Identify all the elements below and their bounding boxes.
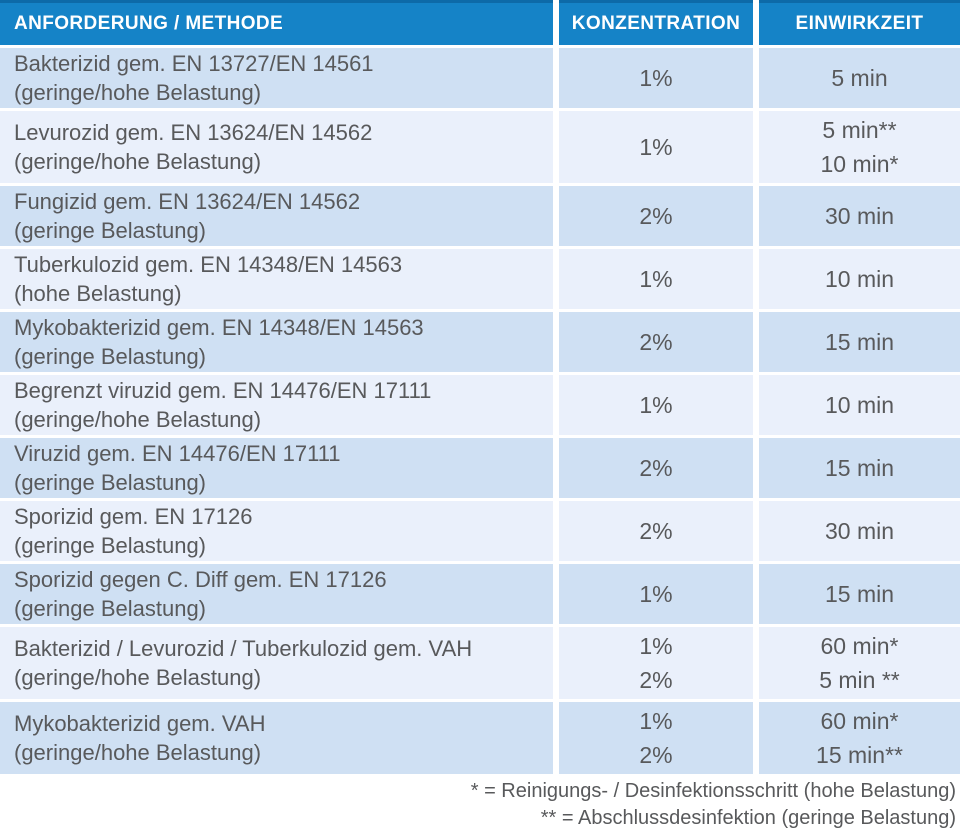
concentration-cell — [559, 375, 753, 435]
time-cell — [759, 438, 960, 498]
time-value: 60 min* — [820, 632, 899, 659]
method-cell — [0, 501, 553, 561]
time-value: 15 min — [824, 328, 895, 355]
method-load: (geringe Belastung) — [14, 218, 207, 243]
method-load: (geringe/hohe Belastung) — [14, 665, 262, 690]
time-cell — [759, 186, 960, 246]
method-name: Levurozid gem. EN 13624/EN 14562 — [14, 120, 373, 145]
concentration-value: 1% — [639, 391, 673, 418]
time-value: 30 min — [824, 202, 895, 229]
method-cell — [0, 702, 553, 774]
concentration-value: 2% — [639, 741, 673, 768]
method-cell — [0, 312, 553, 372]
method-name: Fungizid gem. EN 13624/EN 14562 — [14, 189, 361, 214]
method-load: (hohe Belastung) — [14, 281, 182, 306]
time-cell — [759, 564, 960, 624]
time-cell — [759, 111, 960, 183]
concentration-cell — [559, 111, 753, 183]
header-konzentration: KONZENTRATION — [559, 0, 753, 45]
method-cell — [0, 627, 553, 699]
method-cell — [0, 375, 553, 435]
time-cell — [759, 702, 960, 774]
method-name: Viruzid gem. EN 14476/EN 17111 — [14, 441, 341, 466]
time-cell — [759, 312, 960, 372]
time-value: 5 min ** — [819, 666, 900, 693]
time-cell — [759, 249, 960, 309]
method-load: (geringe/hohe Belastung) — [14, 740, 262, 765]
time-value: 15 min — [824, 454, 895, 481]
method-load: (geringe Belastung) — [14, 533, 207, 558]
time-value: 60 min* — [820, 707, 899, 734]
concentration-cell — [559, 438, 753, 498]
concentration-cell — [559, 186, 753, 246]
concentration-value: 2% — [639, 328, 673, 355]
time-cell — [759, 627, 960, 699]
time-cell — [759, 375, 960, 435]
method-load: (geringe/hohe Belastung) — [14, 407, 262, 432]
time-cell — [759, 501, 960, 561]
time-value: 10 min — [824, 391, 895, 418]
concentration-value: 1% — [639, 580, 673, 607]
concentration-value: 1% — [639, 265, 673, 292]
concentration-value: 1% — [639, 707, 673, 734]
concentration-value: 2% — [639, 517, 673, 544]
footnotes — [0, 778, 960, 832]
header-anforderung-methode: ANFORDERUNG / METHODE — [0, 0, 553, 45]
method-load: (geringe/hohe Belastung) — [14, 149, 262, 174]
method-load: (geringe Belastung) — [14, 470, 207, 495]
concentration-cell — [559, 501, 753, 561]
concentration-value: 1% — [639, 632, 673, 659]
concentration-cell — [559, 312, 753, 372]
footnote-abschlussdesinfektion: ** = Abschlussdesinfektion (geringe Belastung) — [540, 807, 956, 829]
method-name: Mykobakterizid gem. VAH — [14, 711, 266, 736]
concentration-value: 2% — [639, 454, 673, 481]
method-cell — [0, 249, 553, 309]
method-load: (geringe/hohe Belastung) — [14, 80, 262, 105]
concentration-value: 2% — [639, 666, 673, 693]
time-value: 5 min — [831, 64, 888, 91]
time-value: 30 min — [824, 517, 895, 544]
concentration-cell — [559, 702, 753, 774]
method-load: (geringe Belastung) — [14, 344, 207, 369]
time-cell — [759, 48, 960, 108]
header-einwirkzeit: EINWIRKZEIT — [759, 0, 960, 45]
method-name: Sporizid gegen C. Diff gem. EN 17126 — [14, 567, 387, 592]
method-cell — [0, 111, 553, 183]
method-name: Bakterizid / Levurozid / Tuberkulozid gem. VAH — [14, 636, 473, 661]
method-name: Begrenzt viruzid gem. EN 14476/EN 17111 — [14, 378, 432, 403]
concentration-value: 1% — [639, 133, 673, 160]
time-value: 15 min — [824, 580, 895, 607]
concentration-value: 2% — [639, 202, 673, 229]
time-value: 5 min** — [822, 116, 897, 143]
method-cell — [0, 564, 553, 624]
time-value: 15 min** — [816, 741, 903, 768]
time-value: 10 min — [824, 265, 895, 292]
method-name: Bakterizid gem. EN 13727/EN 14561 — [14, 51, 374, 76]
concentration-cell — [559, 564, 753, 624]
method-cell — [0, 48, 553, 108]
method-cell — [0, 438, 553, 498]
time-value: 10 min* — [820, 150, 899, 177]
method-name: Mykobakterizid gem. EN 14348/EN 14563 — [14, 315, 424, 340]
method-cell — [0, 186, 553, 246]
concentration-cell — [559, 627, 753, 699]
method-name: Sporizid gem. EN 17126 — [14, 504, 253, 529]
method-load: (geringe Belastung) — [14, 596, 207, 621]
concentration-value: 1% — [639, 64, 673, 91]
concentration-cell — [559, 249, 753, 309]
footnote-reinigungsschritt: * = Reinigungs- / Desinfektionsschritt (hohe Belastung) — [470, 780, 956, 802]
method-name: Tuberkulozid gem. EN 14348/EN 14563 — [14, 252, 403, 277]
concentration-cell — [559, 48, 753, 108]
